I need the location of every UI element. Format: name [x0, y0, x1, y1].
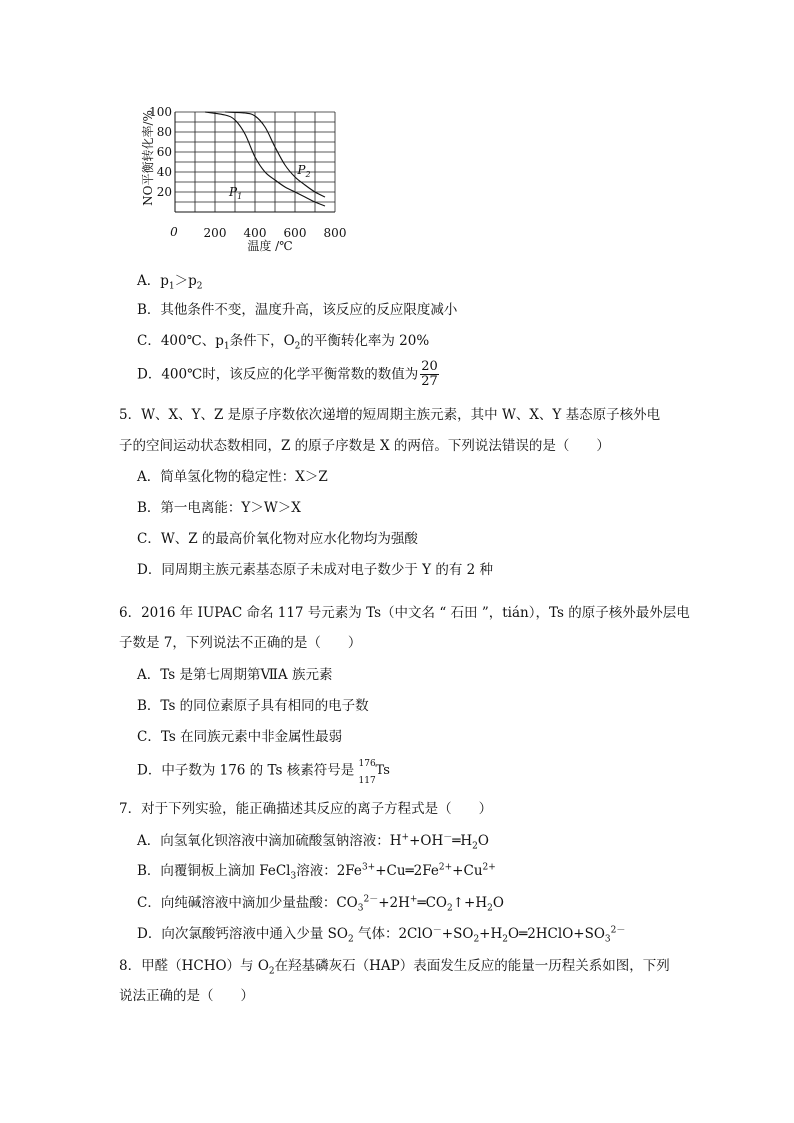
series-label-p1: $P_1$	[229, 185, 243, 201]
x-tick-label: 800	[323, 226, 347, 240]
fraction-numerator: 20	[421, 359, 438, 374]
q4-option-a	[137, 272, 203, 290]
chart-ticks	[149, 105, 346, 240]
chart-grid	[175, 112, 335, 212]
y-tick-label: 80	[156, 125, 172, 139]
nuclide-element: Ts	[375, 762, 390, 778]
q4-p2: p	[188, 273, 197, 289]
q6-option-d: D．中子数为 176 的 Ts 核素符号是 176 117 Ts	[137, 761, 403, 780]
q4-p1-sub: 1	[168, 281, 175, 292]
q7-stem: 7．对于下列实验，能正确描述其反应的离子方程式是（ ）	[119, 801, 493, 817]
fraction-denominator: 27	[421, 374, 438, 389]
q5-option-a: A．简单氢化物的稳定性：X＞Z	[137, 469, 328, 485]
q4-option-d: D．400℃时，该反应的化学平衡常数的数值为 $\frac{20}{27}$	[137, 359, 438, 389]
q4-gt: ＞	[174, 273, 189, 289]
x-tick-label: 600	[283, 226, 307, 240]
q5-stem-line1: 5．W、X、Y、Z 是原子序数依次递增的短周期主族元素，其中 W、X、Y 基态原子核外电	[119, 407, 661, 423]
y-tick-label: 60	[156, 145, 172, 159]
conversion-chart	[130, 100, 360, 260]
q5-option-d: D．同周期主族元素基态原子未成对电子数少于 Y 的有 2 种	[137, 562, 493, 578]
y-tick-label: 40	[156, 165, 172, 179]
q4-option-a-label: A．	[137, 273, 161, 289]
nuclide-symbol	[358, 758, 403, 786]
nuclide-mass-number: 176	[358, 758, 376, 769]
q4-p1: p	[160, 273, 169, 289]
q7-option-c: C．向纯碱溶液中滴加少量盐酸：$CO_3^{2-}+2H^+═CO_2↑+H_2O$	[137, 894, 504, 914]
q6-option-b: B．Ts 的同位素原子具有相同的电子数	[137, 698, 369, 714]
q8-stem-line1: 8．甲醛（HCHO）与 $O_2$在羟基磷灰石（HAP）表面发生反应的能量一历程关系如图，下列	[119, 958, 670, 977]
chart-ylabel: NO平衡转化率/%	[141, 110, 155, 206]
q8-stem-line2: 说法正确的是（ ）	[119, 988, 254, 1004]
q4-option-c: C．400℃、$p_1$条件下，$O_2$的平衡转化率为 20%	[137, 333, 430, 352]
q7-option-d: D．向次氯酸钙溶液中通入少量 $SO_2$ 气体：$2ClO^-+SO_2+H_2O═2HClO+SO_3^{2-}$	[137, 925, 626, 945]
x-tick-label: 200	[203, 226, 227, 240]
y-tick-label: 20	[156, 185, 172, 199]
q6-stem-line1: 6．2016 年 IUPAC 命名 117 号元素为 Ts（中文名 “ 石田 ”，tián），Ts 的原子核外最外层电	[119, 605, 690, 621]
chart-origin: 0	[170, 225, 178, 239]
q7-option-b: B．向覆铜板上滴加 FeCl$_3$溶液：$2Fe^{3+}+Cu═2Fe^{2+}+Cu^{2+}$	[137, 862, 496, 882]
y-tick-label: 100	[149, 105, 172, 119]
q4-fraction	[420, 360, 439, 389]
q6-option-a: A．Ts 是第七周期第ⅦA 族元素	[137, 667, 333, 683]
q7-option-a: A．向氢氧化钡溶液中滴加硫酸氢钠溶液：$H^++OH^-═H_2O$	[137, 832, 489, 852]
x-tick-label: 400	[243, 226, 267, 240]
q5-stem-line2: 子的空间运动状态数相同，Z 的原子序数是 X 的两倍。下列说法错误的是（ ）	[119, 438, 610, 454]
q6-option-c: C．Ts 在同族元素中非金属性最弱	[137, 729, 343, 745]
q5-option-b: B．第一电离能：Y＞W＞X	[137, 500, 301, 516]
chart-xlabel: 温度 /℃	[247, 239, 293, 253]
series-label-p2: $P_2$	[297, 163, 311, 179]
nuclide-atomic-number: 117	[358, 775, 376, 786]
q4-option-b: B．其他条件不变，温度升高，该反应的反应限度减小	[137, 302, 458, 318]
q5-option-c: C．W、Z 的最高价氧化物对应水化物均为强酸	[137, 531, 418, 547]
q4-p2-sub: 2	[196, 281, 203, 292]
q6-stem-line2: 子数是 7，下列说法不正确的是（ ）	[119, 635, 362, 651]
